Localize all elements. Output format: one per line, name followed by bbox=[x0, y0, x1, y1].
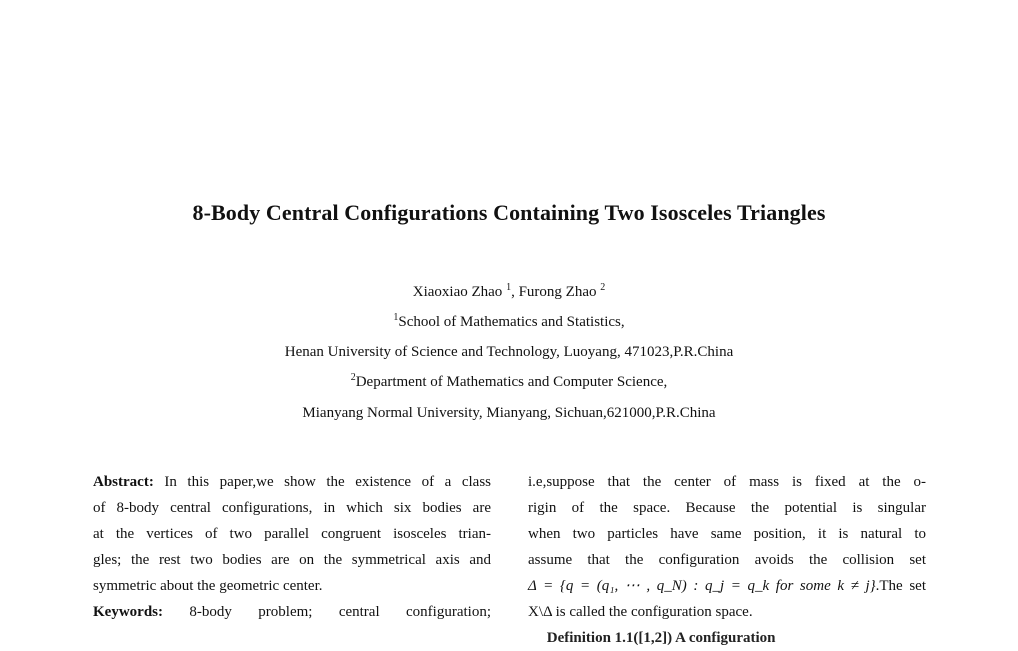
affiliation-2-name: Department of Mathematics and Computer Science, bbox=[355, 374, 668, 390]
right-column bbox=[528, 469, 926, 651]
abstract-line-5: symmetric about the geometric center. bbox=[93, 578, 323, 594]
affiliation-1-address: Henan University of Science and Technology, Luoyang, 471023,P.R.China bbox=[284, 344, 734, 360]
body-line-5 bbox=[528, 573, 926, 599]
author-separator: , bbox=[511, 284, 519, 300]
keywords-line bbox=[93, 599, 491, 625]
affiliation-1-name: School of Mathematics and Statistics, bbox=[398, 314, 625, 330]
body-line-3: when two particles have same position, it is natural to bbox=[528, 526, 926, 542]
body-line-1: i.e,suppose that the center of mass is fixed at the o- bbox=[528, 474, 926, 490]
affiliation-1-name-line bbox=[0, 313, 1018, 331]
author-line bbox=[0, 283, 1018, 301]
body-line-6: X\Δ is called the configuration space. bbox=[528, 604, 753, 620]
body-line-2: rigin of the space. Because the potential is singular bbox=[528, 500, 926, 516]
keywords-text: 8-body problem; central configuration; bbox=[189, 604, 491, 620]
author-1-name: Xiaoxiao Zhao bbox=[412, 284, 503, 300]
abstract-label: Abstract: bbox=[93, 474, 154, 490]
definition-line-partial bbox=[528, 625, 926, 651]
abstract-text-1: In this paper,we show the existence of a class bbox=[164, 474, 492, 490]
affiliation-2-name-line bbox=[0, 373, 1018, 391]
left-column bbox=[93, 469, 491, 625]
affiliation-2-address: Mianyang Normal University, Mianyang, Sichuan,621000,P.R.China bbox=[302, 405, 716, 421]
abstract-line-1 bbox=[93, 469, 491, 495]
affiliation-1-mark: 1 bbox=[393, 312, 399, 323]
abstract-line-2: of 8-body central configurations, in which six bodies are bbox=[93, 500, 491, 516]
abstract-line-3: at the vertices of two parallel congruent isosceles trian- bbox=[93, 526, 491, 542]
collision-set-tail: .The set bbox=[875, 578, 926, 594]
author-2-affiliation-mark: 2 bbox=[600, 282, 606, 293]
body-line-4: assume that the configuration avoids the collision set bbox=[528, 552, 926, 568]
author-1-affiliation-mark: 1 bbox=[506, 282, 512, 293]
definition-text: Definition 1.1([1,2]) A configuration bbox=[546, 630, 776, 646]
paper-title: 8-Body Central Configurations Containing Two Isosceles Triangles bbox=[192, 200, 826, 225]
keywords-label: Keywords: bbox=[93, 604, 163, 620]
collision-set-formula: Δ = {q = (q₁, ⋯ , q_N) : q_j = q_k for some k ≠ j} bbox=[528, 578, 876, 594]
affiliation-2-mark: 2 bbox=[350, 372, 356, 383]
author-2-name: Furong Zhao bbox=[518, 284, 597, 300]
abstract-line-4: gles; the rest two bodies are on the symmetrical axis and bbox=[93, 552, 491, 568]
